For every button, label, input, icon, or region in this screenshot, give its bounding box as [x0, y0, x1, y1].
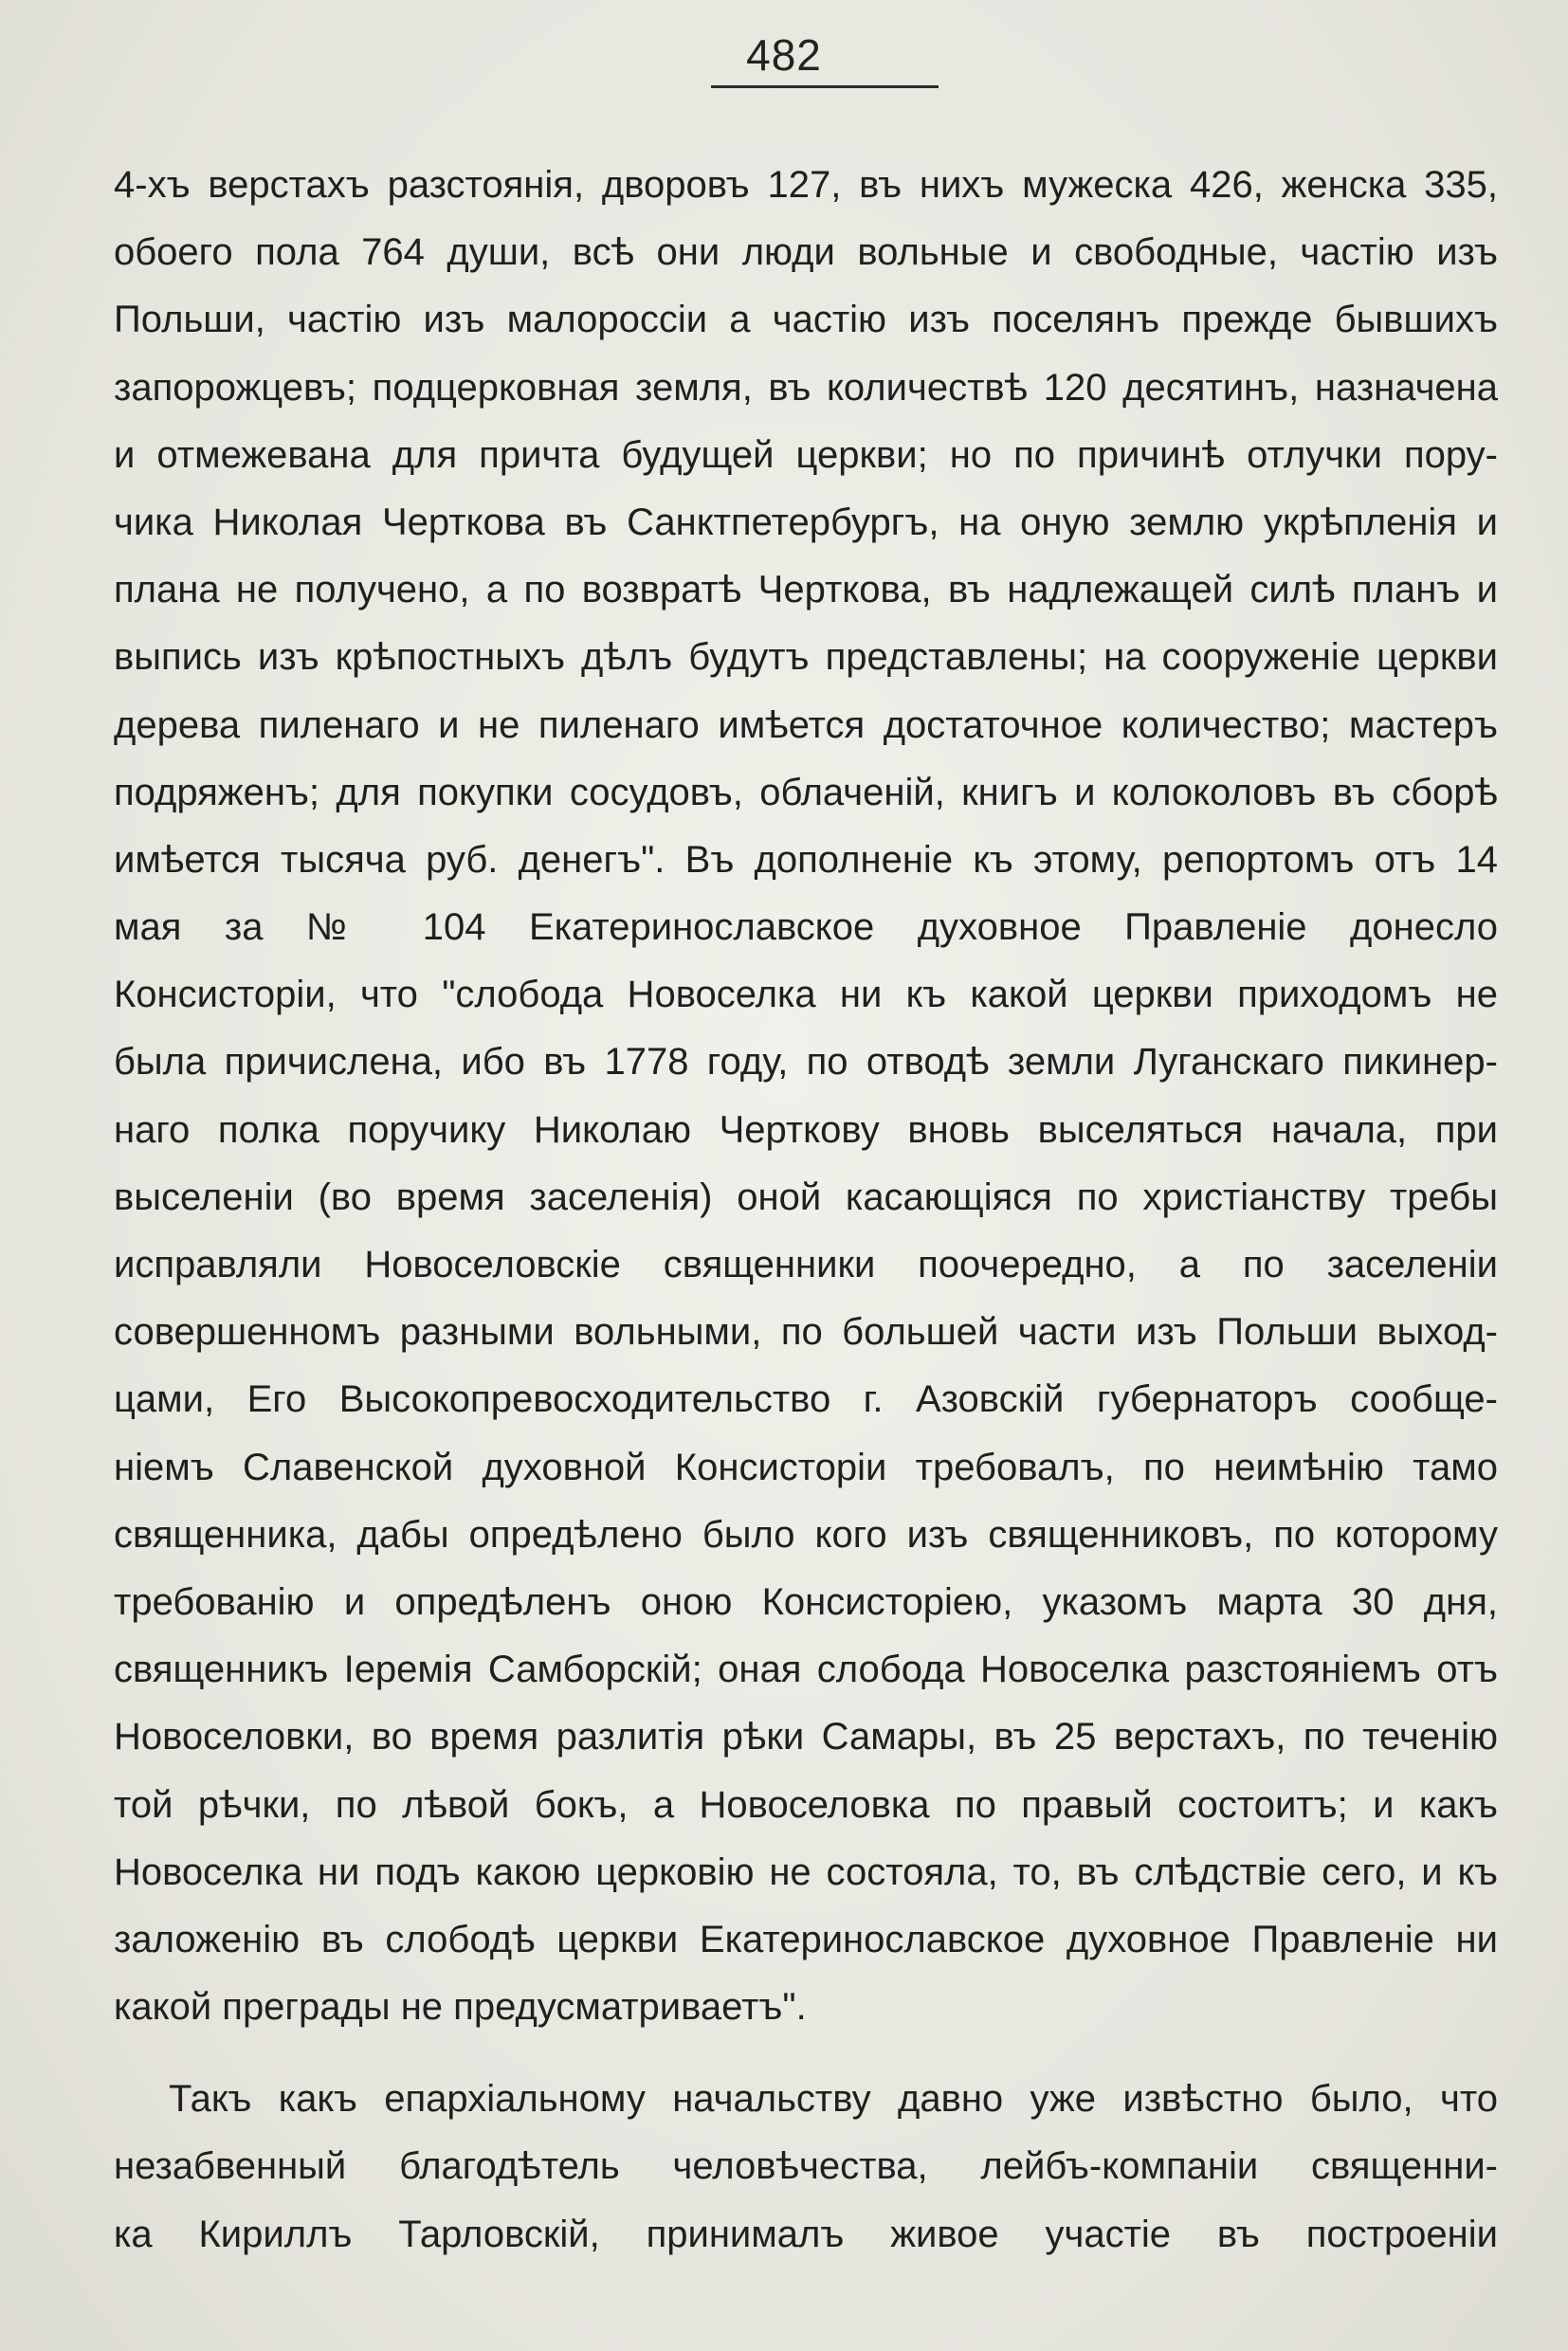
text-line: плана не получено, а по возвратѣ Черткова, въ надлежащей силѣ планъ и [114, 569, 1498, 611]
text-line: совершенномъ разными вольными, по большей части изъ Польши выход- [114, 1311, 1498, 1354]
text-line: выпись изъ крѣпостныхъ дѣлъ будутъ представлены; на сооруженіе церкви [114, 636, 1498, 679]
text-line: заложенію въ слободѣ церкви Екатеринославское духовное Правленіе ни [114, 1918, 1498, 1960]
text-line: Новоселка ни подъ какою церковію не состояла, то, въ слѣдствіе сего, и къ [114, 1850, 1498, 1893]
text-line: ніемъ Славенской духовной Консисторіи требовалъ, по неимѣнію тамо [114, 1446, 1498, 1488]
text-line: Консисторіи, что "слобода Новоселка ни къ какой церкви приходомъ не [114, 974, 1498, 1016]
text-line: обоего пола 764 души, всѣ они люди вольные и свободные, частію изъ [114, 231, 1498, 274]
text-line: ка Кириллъ Тарловскій, принималъ живое участіе въ построеніи [114, 2213, 1498, 2255]
text-line: исправляли Новоселовскіе священники поочередно, а по заселеніи [114, 1244, 1498, 1285]
text-line: Польши, частію изъ малороссіи а частію изъ поселянъ прежде бывшихъ [114, 299, 1498, 341]
paragraph-1 [114, 152, 1498, 2041]
text-line: какой преграды не предусматриваетъ". [114, 1986, 807, 2029]
text-line: священникъ Іеремія Самборскій; оная слобода Новоселка разстояніемъ отъ [114, 1649, 1498, 1691]
text-line: выселеніи (во время заселенія) оной касающіяся по христіанству требы [114, 1176, 1498, 1218]
text-line: дерева пиленаго и не пиленаго имѣется достаточное количество; мастеръ [114, 703, 1498, 746]
text-line: мая за № 104 Екатеринославское духовное Правленіе донесло [114, 906, 1498, 949]
text-line: чика Николая Черткова въ Санктпетербургъ, на оную землю укрѣпленія и [114, 501, 1498, 543]
text-line: наго полка поручику Николаю Черткову вновь выселяться начала, при [114, 1108, 1498, 1151]
text-line: и отмежевана для причта будущей церкви; но по причинѣ отлучки пору- [114, 433, 1498, 476]
text-line: имѣется тысяча руб. денегъ". Въ дополненіе къ этому, репортомъ отъ 14 [114, 838, 1498, 881]
text-line: незабвенный благодѣтель человѣчества, лейбъ-компаніи священни- [114, 2145, 1498, 2188]
header-rule [711, 85, 939, 88]
text-line: была причислена, ибо въ 1778 году, по отводѣ земли Луганскаго пикинер- [114, 1041, 1498, 1084]
text-line: Такъ какъ епархіальному начальству давно уже извѣстно было, что [169, 2078, 1498, 2121]
text-line: Новоселовки, во время разлитія рѣки Самары, въ 25 верстахъ, по теченію [114, 1716, 1498, 1759]
text-line: 4-хъ верстахъ разстоянія, дворовъ 127, въ нихъ мужеска 426, женска 335, [114, 164, 1498, 206]
text-line: запорожцевъ; подцерковная земля, въ количествѣ 120 десятинъ, назначена [114, 366, 1498, 409]
body-text [114, 152, 1498, 2269]
text-line: священника, дабы опредѣлено было кого изъ священниковъ, по которому [114, 1513, 1498, 1556]
text-line: требованію и опредѣленъ оною Консисторіею, указомъ марта 30 дня, [114, 1580, 1498, 1623]
text-line: цами, Его Высокопревосходительство г. Азовскій губернаторъ сообще- [114, 1378, 1498, 1421]
page-number: 482 [746, 30, 822, 80]
paragraph-2 [114, 2066, 1498, 2269]
paragraph-gap [114, 2041, 1498, 2066]
text-line: подряженъ; для покупки сосудовъ, облаченій, книгъ и колоколовъ въ сборѣ [114, 771, 1498, 813]
text-line: той рѣчки, по лѣвой бокъ, а Новоселовка по правый состоитъ; и какъ [114, 1783, 1498, 1826]
